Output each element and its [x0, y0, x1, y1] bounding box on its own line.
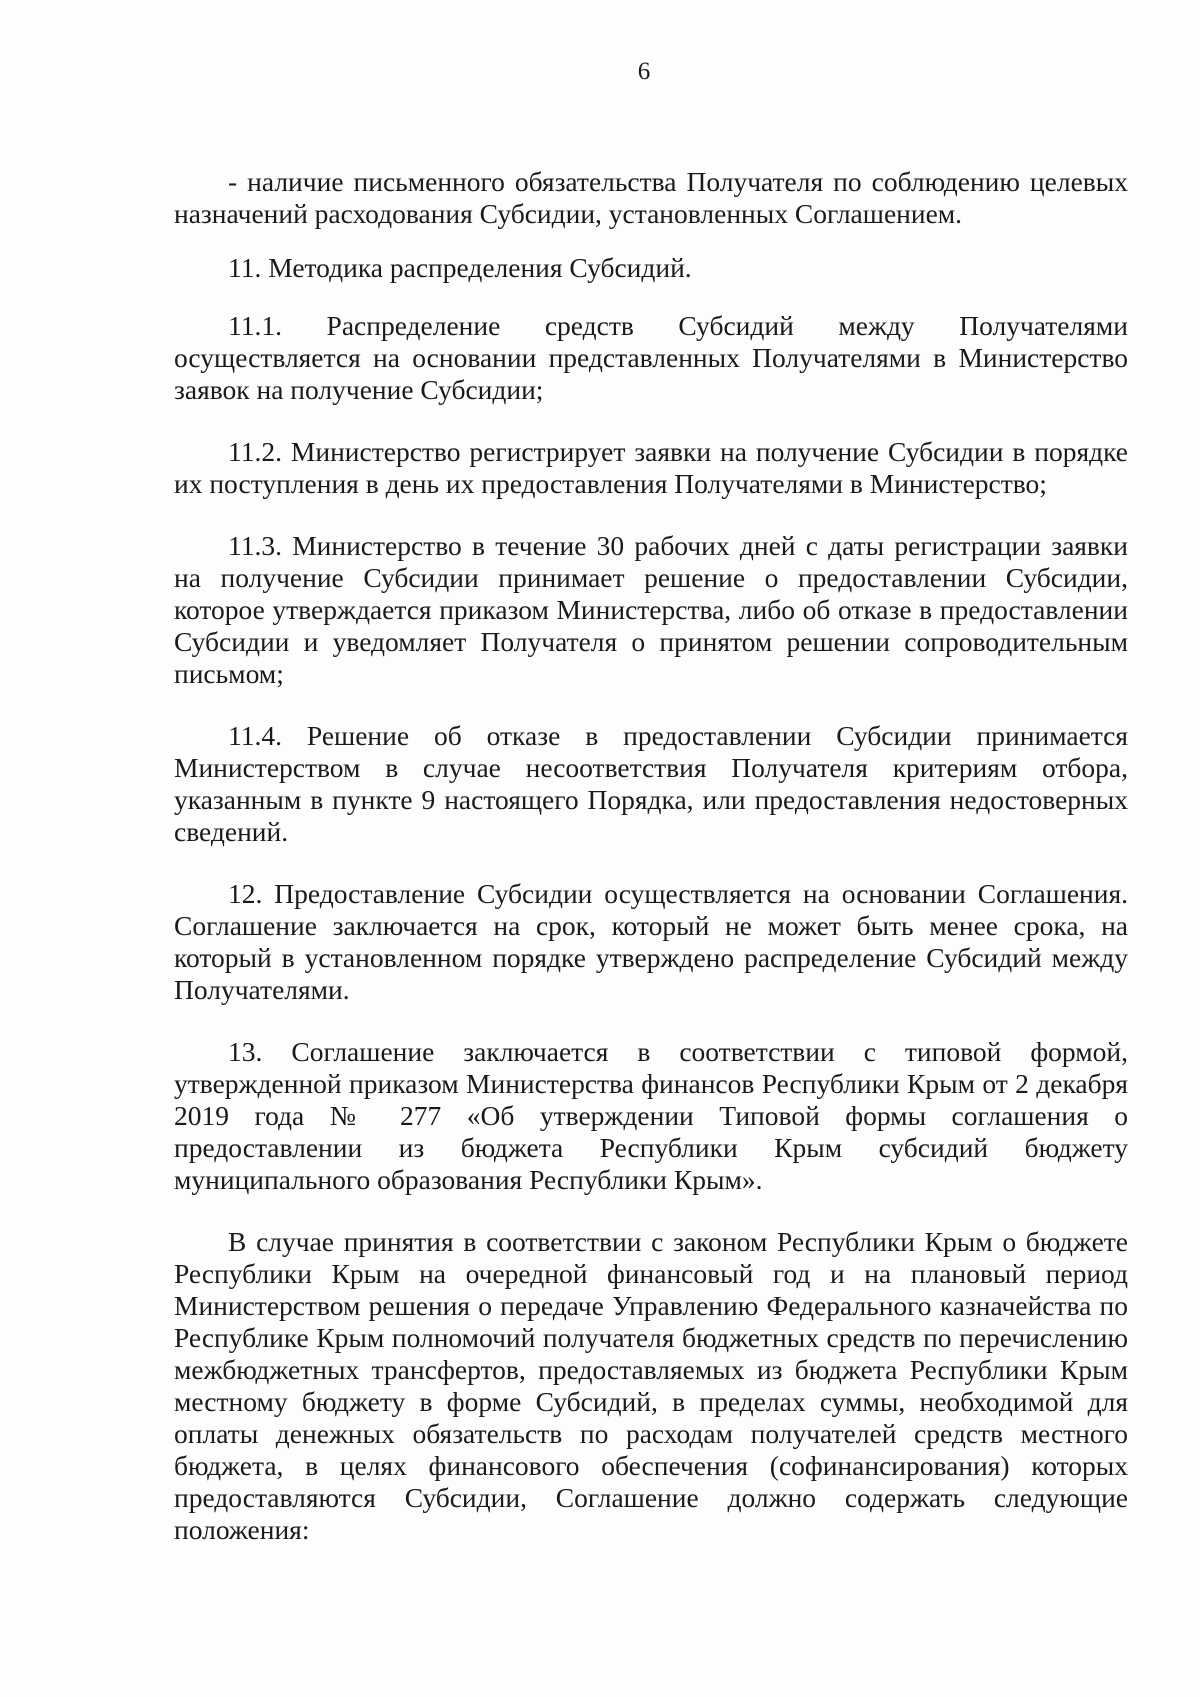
paragraph-12: 12. Предоставление Субсидии осуществляется на основании Соглашения. Соглашение заключается на срок, который не может быть менее срока, на который в установленном порядке утверждено распределение Субсидий между Получателями. [174, 878, 1128, 1005]
paragraph-11-1: 11.1. Распределение средств Субсидий между Получателями осуществляется на основании представленных Получателями в Министерство заявок на получение Субсидии; [174, 310, 1128, 405]
paragraph-obligation: - наличие письменного обязательства Получателя по соблюдению целевых назначений расходования Субсидии, установленных Соглашением. [174, 166, 1128, 229]
document-body [174, 166, 1128, 1546]
section-heading-11: 11. Методика распределения Субсидий. [228, 252, 692, 283]
paragraph-11-4: 11.4. Решение об отказе в предоставлении Субсидии принимается Министерством в случае несоответствия Получателя критериям отбора, указанным в пункте 9 настоящего Порядка, или предоставления недостоверных сведений. [174, 720, 1128, 847]
paragraph-budget-transfer: В случае принятия в соответствии с законом Республики Крым о бюджете Республики Крым на очередной финансовый год и на плановый период Министерством решения о передаче Управлению Федерального казначейства по Республике Крым полномочий получателя бюджетных средств по перечислению межбюджетных трансфертов, предоставляемых из бюджета Республики Крым местному бюджету в форме Субсидий, в пределах суммы, необходимой для оплаты денежных обязательств по расходам получателей средств местного бюджета, в целях финансового обеспечения (софинансирования) которых предоставляются Субсидии, Соглашение должно содержать следующие положения: [174, 1226, 1128, 1545]
paragraph-11-2: 11.2. Министерство регистрирует заявки на получение Субсидии в порядке их поступления в день их предоставления Получателями в Министерство; [174, 436, 1128, 499]
paragraph-11-3: 11.3. Министерство в течение 30 рабочих дней с даты регистрации заявки на получение Субсидии принимает решение о предоставлении Субсидии, которое утверждается приказом Министерства, либо об отказе в предоставлении Субсидии и уведомляет Получателя о принятом решении сопроводительным письмом; [174, 530, 1128, 689]
page-number: 6 [637, 58, 651, 85]
paragraph-13: 13. Соглашение заключается в соответствии с типовой формой, утвержденной приказом Министерства финансов Республики Крым от 2 декабря 2019 года № 277 «Об утверждении Типовой формы соглашения о предоставлении из бюджета Республики Крым субсидий бюджету муниципального образования Республики Крым». [174, 1036, 1128, 1195]
